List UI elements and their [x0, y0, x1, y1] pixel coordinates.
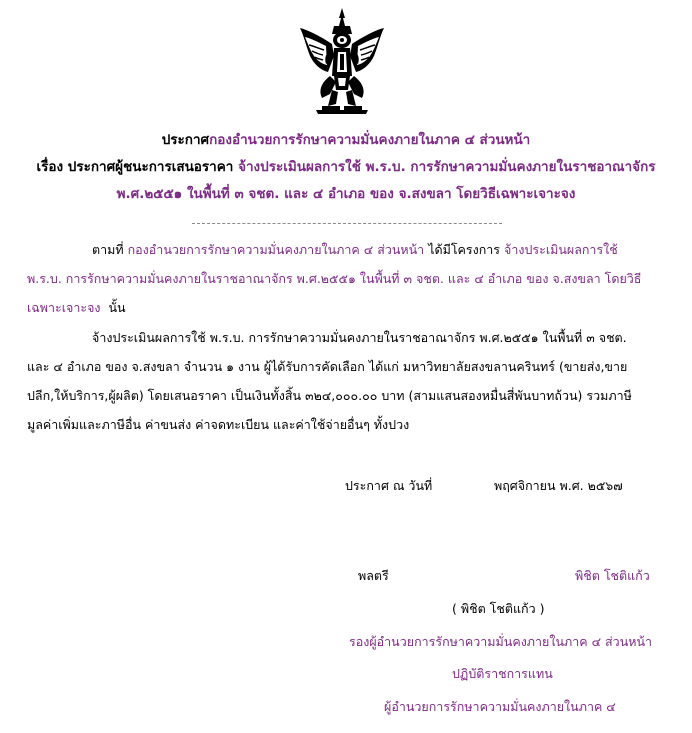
- header-org: กองอำนวยการรักษาความมั่นคงภายในภาค ๔ ส่วนหน้า: [209, 132, 531, 148]
- header-subject: เรื่อง ประกาศผู้ชนะการเสนอราคา: [36, 159, 234, 175]
- signer-rank: พลตรี: [358, 568, 389, 583]
- p1-intro: ตามที่: [92, 242, 124, 257]
- paragraph-2-line-2: และ ๔ อำเภอ ของ จ.สงขลา จำนวน ๑ งาน ผู้ได้รับการคัดเลือก ได้แก่ มหาวิทยาลัยสงขลานครินทร์ (ขายส่ง,ขาย: [27, 359, 628, 374]
- p1-has-project: ได้มีโครงการ: [428, 242, 501, 257]
- p1-org: กองอำนวยการรักษาความมั่นคงภายในภาค ๔ ส่วนหน้า: [127, 242, 425, 257]
- signer-acting: ปฏิบัติราชการแทน: [452, 666, 553, 681]
- paragraph-1-line-2: พ.ร.บ. การรักษาความมั่นคงภายในราชอาณาจักร พ.ศ.๒๕๕๑ ในพื้นที่ ๓ จชต. และ ๔ อำเภอ ของ จ.สงขลา โดยวิธี: [27, 271, 642, 286]
- paragraph-2-line-1: จ้างประเมินผลการใช้ พ.ร.บ. การรักษาความมั่นคงภายในราชอาณาจักร พ.ศ.๒๕๕๑ ในพื้นที่ ๓ จชต.: [92, 330, 627, 345]
- garuda-emblem: [296, 6, 388, 116]
- p1-method: เฉพาะเจาะจง: [27, 300, 101, 315]
- signer-printed-name: ( พิชิต โชติแก้ว ): [452, 601, 545, 616]
- paragraph-1-line-1: [92, 240, 618, 260]
- paragraph-1-line-3: [27, 298, 126, 318]
- header-line-2: [0, 155, 692, 177]
- header-prefix: ประกาศ: [161, 132, 210, 148]
- garuda-emblem-icon: [296, 6, 388, 116]
- signer-position-2: ผู้อำนวยการรักษาความมั่นคงภายในภาค ๔: [384, 699, 616, 714]
- divider: [192, 223, 502, 224]
- header-line-1: [0, 128, 692, 150]
- announce-label: ประกาศ ณ วันที่: [345, 478, 433, 493]
- signer-position: รองผู้อำนวยการรักษาความมั่นคงภายในภาค ๔ ส่วนหน้า: [349, 634, 653, 649]
- p1-project-start: จ้างประเมินผลการใช้: [504, 242, 618, 257]
- paragraph-2-line-4: มูลค่าเพิ่มและภาษีอื่น ค่าขนส่ง ค่าจดทะเบียน และค่าใช้จ่ายอื่นๆ ทั้งปวง: [27, 417, 410, 432]
- header-line-3: พ.ศ.๒๕๕๑ ในพื้นที่ ๓ จชต. และ ๔ อำเภอ ของ จ.สงขลา โดยวิธีเฉพาะเจาะจง: [116, 186, 576, 202]
- paragraph-2-line-3: ปลีก,ให้บริการ,ผู้ผลิต) โดยเสนอราคา เป็นเงินทั้งสิ้น ๓๒๔,๐๐๐.๐๐ บาท (สามแสนสองหมื่นสี่พันบาทถ้วน) รวมภาษี: [27, 388, 632, 403]
- signer-signature: พิชิต โชติแก้ว: [575, 568, 650, 583]
- header-project: จ้างประเมินผลการใช้ พ.ร.บ. การรักษาความมั่นคงภายในราชอาณาจักร: [238, 159, 656, 175]
- p1-end: นั้น: [108, 300, 126, 315]
- announce-date: พฤศจิกายน พ.ศ. ๒๕๖๗: [494, 478, 623, 493]
